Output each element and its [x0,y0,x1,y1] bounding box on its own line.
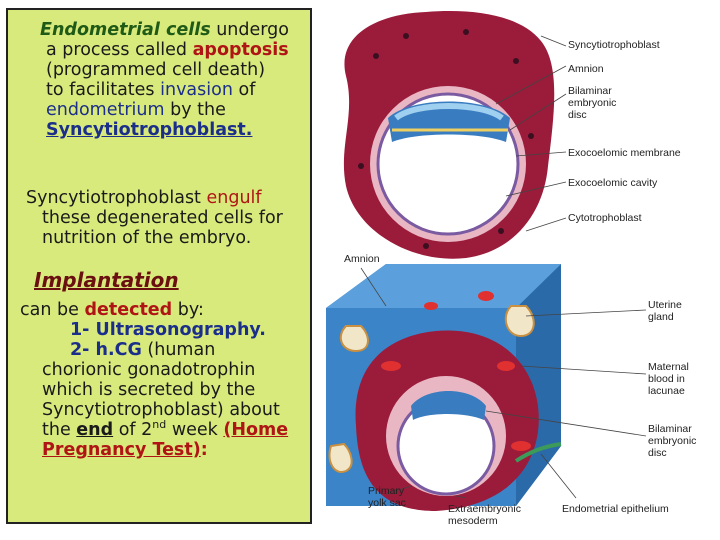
lacuna-dot [403,33,409,39]
label-maternal-blood: lacunae [648,385,685,397]
lacuna-dot [423,243,429,249]
text-fragment: to facilitates [46,80,161,100]
text-line: (programmed cell death) [46,60,266,80]
term-engulf: engulf [206,188,262,208]
text-fragment: a process called [46,40,193,60]
label-cytotrophoblast: Cytotrophoblast [568,212,642,224]
text-line: Syncytiotrophoblast) about [42,400,280,420]
text-line: these degenerated cells for [42,208,283,228]
implantation-heading: Implantation [34,268,179,292]
label-exocoelomic-membrane: Exocoelomic membrane [568,147,681,159]
text-fragment: of [232,80,256,100]
label-maternal-blood: Maternal [648,361,689,373]
list-item-hcg: 2- h.CG [70,340,142,360]
apoptosis-paragraph [20,20,310,140]
term-home-pregnancy-test: (Home [223,420,289,440]
uterine-gland [341,326,368,351]
label-uterine-gland: gland [648,311,674,323]
detection-paragraph [20,300,312,460]
uterine-gland [329,444,351,472]
term-syncytiotrophoblast: Syncytiotrophoblast. [46,120,253,140]
label-syncytiotrophoblast: Syncytiotrophoblast [568,39,660,51]
text-fragment: by: [172,300,204,320]
label-bilaminar-bottom: embryonic [648,435,697,447]
label-bilaminar-bottom: disc [648,447,667,459]
term-invasion: invasion [160,80,233,100]
term-apoptosis: apoptosis [192,40,289,60]
label-bilaminar-bottom: Bilaminar [648,423,692,435]
lacuna-dot [528,133,534,139]
label-primary-yolk-sac: Primary [368,485,405,497]
superscript-nd: nd [152,418,167,432]
maternal-blood [424,302,438,310]
term-detected: detected [84,300,173,320]
text-fragment: (human [141,340,216,360]
text-fragment: : [200,440,208,460]
lacuna-dot [463,29,469,35]
text-fragment: by the [164,100,226,120]
label-extraembryonic-mesoderm: Extraembryonic [448,503,521,515]
label-endometrial-epithelium: Endometrial epithelium [562,503,669,515]
maternal-blood [381,361,401,371]
maternal-blood [497,361,515,371]
engulf-paragraph [20,188,310,248]
label-maternal-blood: blood in [648,373,685,385]
implantation-diagram [316,6,716,536]
term-endometrial-cells: Endometrial cells [40,20,211,40]
text-line: nutrition of the embryo. [42,228,252,248]
text-line: chorionic gonadotrophin [42,360,256,380]
text-fragment: undergo [210,20,289,40]
label-bilaminar-top: Bilaminar [568,85,612,97]
text-fragment: week [166,420,224,440]
text-panel [6,8,312,524]
label-uterine-gland: Uterine [648,299,682,311]
text-fragment: Syncytiotrophoblast [26,188,207,208]
text-fragment: the [42,420,77,440]
text-line: which is secreted by the [42,380,256,400]
label-primary-yolk-sac: yolk sac [368,497,406,509]
maternal-blood [511,441,531,451]
term-endometrium: endometrium [46,100,165,120]
label-exocoelomic-cavity: Exocoelomic cavity [568,177,658,189]
leader-line [526,218,566,231]
label-extraembryonic-mesoderm: mesoderm [448,515,498,527]
label-amnion-left: Amnion [344,253,380,265]
uterine-gland [506,306,534,336]
lacuna-dot [373,53,379,59]
uterine-block [326,264,561,511]
term-end: end [76,420,114,440]
label-bilaminar-top: disc [568,109,587,121]
label-bilaminar-top: embryonic [568,97,617,109]
blastocyst-top [344,11,554,259]
lacuna-dot [513,58,519,64]
maternal-blood [478,291,494,301]
lacuna-dot [358,163,364,169]
list-item-ultrasonography: 1- Ultrasonography. [70,320,266,340]
leader-line [541,36,566,46]
text-fragment: of 2 [113,420,153,440]
lacuna-dot [498,228,504,234]
label-amnion-top: Amnion [568,63,604,75]
leader-line [541,454,576,498]
term-pregnancy-test: Pregnancy Test) [42,440,201,460]
text-fragment: can be [20,300,85,320]
